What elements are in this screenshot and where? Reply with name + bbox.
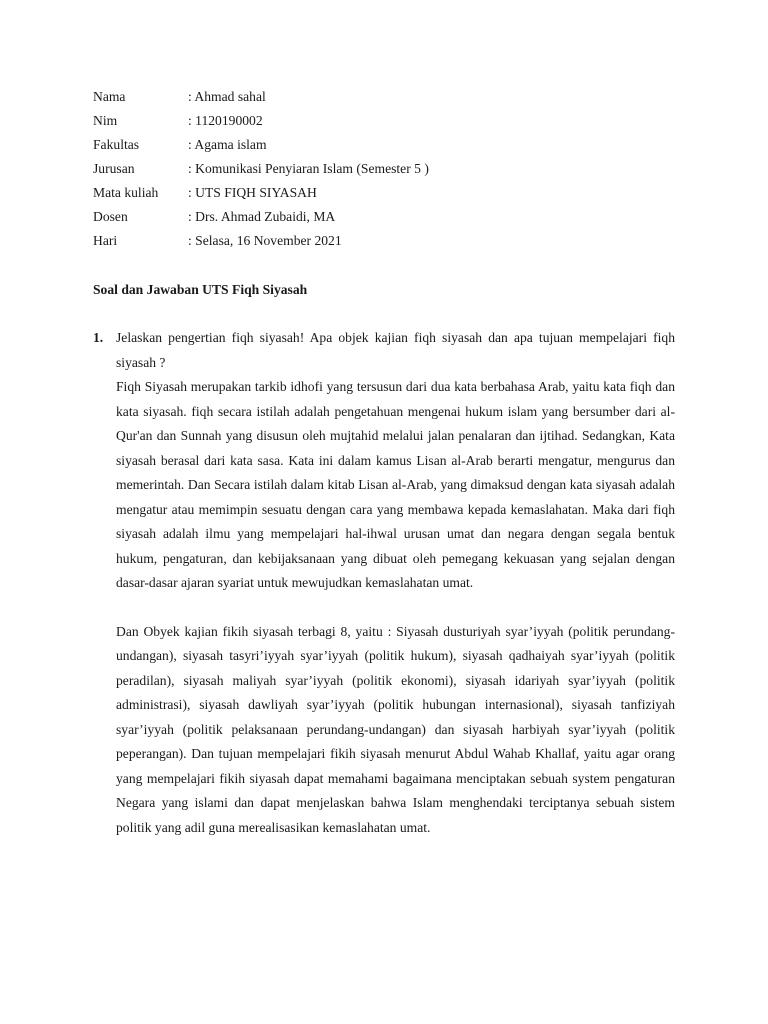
info-value: : Komunikasi Penyiaran Islam (Semester 5 ) xyxy=(188,161,429,176)
section-title: Soal dan Jawaban UTS Fiqh Siyasah xyxy=(93,282,308,297)
info-label: Nama xyxy=(93,89,126,104)
info-label: Hari xyxy=(93,233,118,248)
info-value: : Ahmad sahal xyxy=(188,89,266,104)
info-row-jurusan xyxy=(93,158,429,182)
info-label: Fakultas xyxy=(93,137,140,152)
info-value: : 1120190002 xyxy=(188,113,263,128)
info-label: Dosen xyxy=(93,209,128,224)
student-info-table xyxy=(93,86,429,254)
question-number: 1. xyxy=(93,330,104,345)
info-row-fakultas xyxy=(93,134,429,158)
info-label: Mata kuliah xyxy=(93,185,159,200)
info-row-dosen xyxy=(93,206,429,230)
answer-paragraph-2: Dan Obyek kajian fikih siyasah terbagi 8, yaitu : Siyasah dusturiyah syar’iyyah (politik perundang-undangan), siyasah tasyri’iyyah syar’iyyah (politik hukum), siyasah qadhaiyah syar’iyyah (politik peradilan), siyasah maliyah syar’iyyah (politik ekonomi), siyasah idariyah syar’iyyah (politik administrasi), siyasah dawliyah syar’iyyah (politik hubungan internasional), siyasah tanfiziyah syar’iyyah (politik pelaksanaan perundang-undangan) dan siyasah harbiyah syar’iyyah (politik peperangan). Dan tujuan mempelajari fikih siyasah menurut Abdul Wahab Khallaf, yaitu agar orang yang mempelajari fikih siyasah dapat memahami bagaimana menciptakan sebuah system pengaturan Negara yang islami dan dapat menjelaskan bahwa Islam menghendaki terciptanya sebuah sistem politik yang adil guna merealisasikan kemaslahatan umat. xyxy=(116,623,675,835)
info-value: : Agama islam xyxy=(188,137,267,152)
question-1 xyxy=(93,326,675,840)
paragraph-spacer xyxy=(116,596,675,620)
question-text: Jelaskan pengertian fiqh siyasah! Apa objek kajian fiqh siyasah dan apa tujuan mempelajari fiqh siyasah ? xyxy=(116,330,675,370)
info-value: : Selasa, 16 November 2021 xyxy=(188,233,342,248)
info-value: : UTS FIQH SIYASAH xyxy=(188,185,317,200)
info-label: Nim xyxy=(93,113,118,128)
info-row-mata-kuliah xyxy=(93,182,429,206)
info-label: Jurusan xyxy=(93,161,135,176)
info-value: : Drs. Ahmad Zubaidi, MA xyxy=(188,209,336,224)
question-body xyxy=(116,326,675,840)
info-row-hari xyxy=(93,230,429,254)
info-row-nim xyxy=(93,110,429,134)
info-row-nama xyxy=(93,86,429,110)
answer-paragraph-1: Fiqh Siyasah merupakan tarkib idhofi yang tersusun dari dua kata berbahasa Arab, yaitu kata fiqh dan kata siyasah. fiqh secara istilah adalah pengetahuan mengenai hukum islam yang bersumber dari al-Qur'an dan Sunnah yang disusun oleh mujtahid melalui jalan penalaran dan ijtihad. Sedangkan, Kata siyasah berasal dari kata sasa. Kata ini dalam kamus Lisan al-Arab berarti mengatur, mengurus dan memerintah. Dan Secara istilah dalam kitab Lisan al-Arab, yang dimaksud dengan kata siyasah adalah mengatur atau memimpin sesuatu dengan cara yang membawa kepada kemaslahatan. Maka dari fiqh siyasah adalah ilmu yang mempelajari hal-ihwal urusan umat dan negara dengan segala bentuk hukum, pengaturan, dan kebijaksanaan yang dibuat oleh pemegang kekuasan yang sejalan dengan dasar-dasar ajaran syariat untuk mewujudkan kemaslahatan umat. xyxy=(116,379,675,590)
